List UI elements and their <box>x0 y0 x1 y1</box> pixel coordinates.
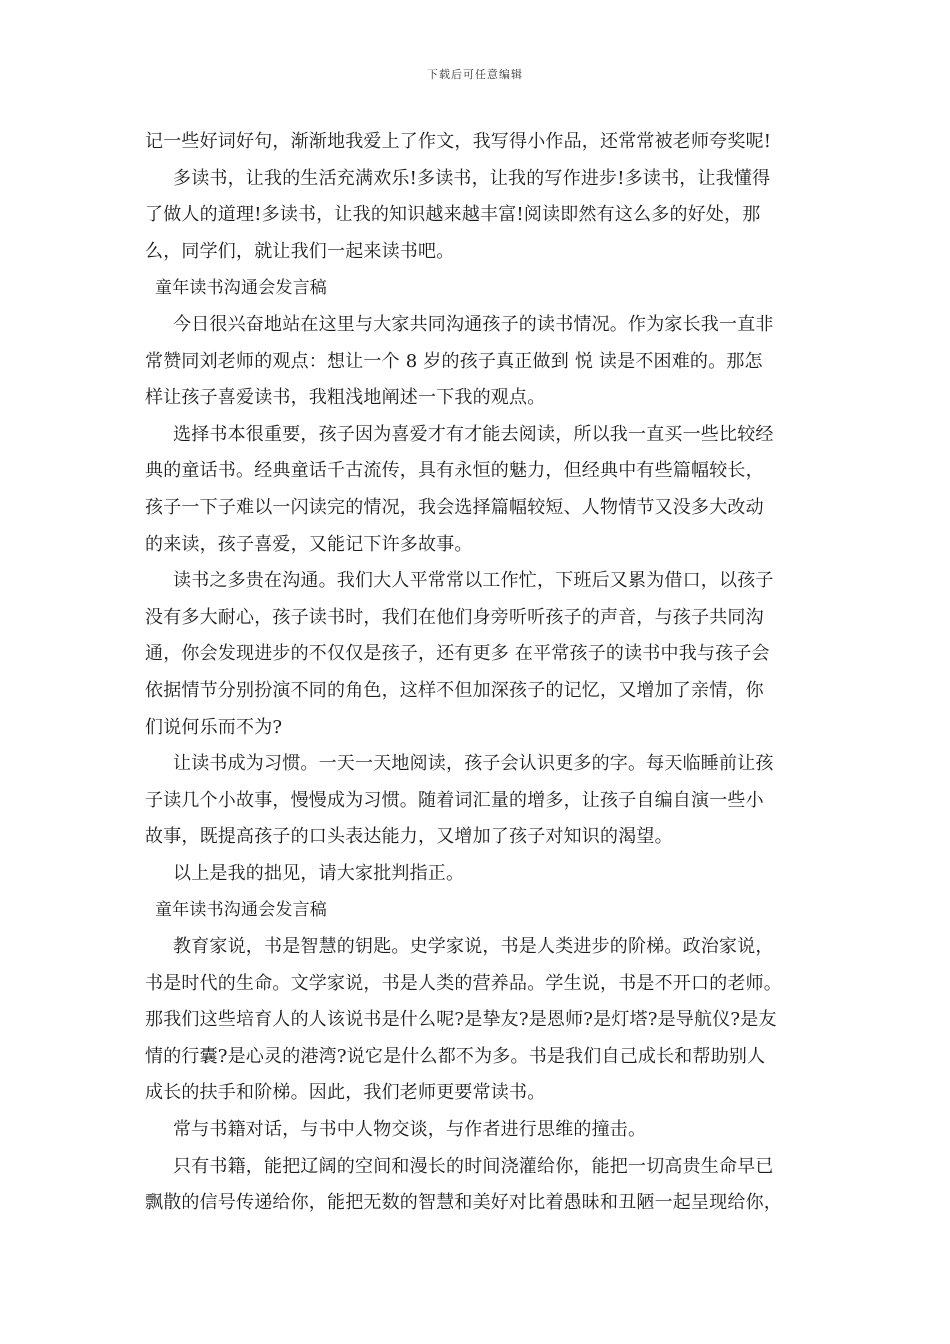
text-line: 那我们这些培育人的人该说书是什么呢?是挚友?是恩师?是灯塔?是导航仪?是友 <box>145 1009 777 1031</box>
text-line: 么，同学们，就让我们一起来读书吧。 <box>145 240 455 262</box>
page-header: 下载后可任意编辑 <box>427 68 523 81</box>
text-line: 孩子一下子难以一闪读完的情况，我会选择篇幅较短、人物情节又没多大改动 <box>145 496 764 518</box>
section-heading: 童年读书沟通会发言稿 <box>155 278 327 299</box>
text-line: 以上是我的拙见，请大家批判指正。 <box>173 862 465 884</box>
text-line: 故事，既提高孩子的口头表达能力，又增加了孩子对知识的渴望。 <box>145 826 673 848</box>
text-line: 子读几个小故事，慢慢成为习惯。随着词汇量的增多，让孩子自编自演一些小 <box>145 789 764 811</box>
text-line: 今日很兴奋地站在这里与大家共同沟通孩子的读书情况。作为家长我一直非 <box>173 313 774 335</box>
document-body <box>145 124 815 1222</box>
text-line: 多读书，让我的生活充满欢乐!多读书，让我的写作进步!多读书，让我懂得 <box>173 167 771 189</box>
text-line: 让读书成为习惯。一天一天地阅读，孩子会认识更多的字。每天临睡前让孩 <box>173 753 774 775</box>
text-line: 典的童话书。经典童话千古流传，具有永恒的魅力，但经典中有些篇幅较长， <box>145 460 764 482</box>
text-line: 样让孩子喜爱读书，我粗浅地阐述一下我的观点。 <box>145 387 546 409</box>
text-line: 们说何乐而不为? <box>145 716 283 738</box>
text-line: 情的行囊?是心灵的港湾?说它是什么都不为多。书是我们自己成长和帮助别人 <box>145 1045 766 1067</box>
text-line: 只有书籍，能把辽阔的空间和漫长的时间浇灌给你，能把一切高贵生命早已 <box>173 1155 774 1177</box>
text-line: 飘散的信号传递给你，能把无数的智慧和美好对比着愚昧和丑陋一起呈现给你， <box>145 1192 782 1214</box>
text-line: 书是时代的生命。文学家说，书是人类的营养品。学生说，书是不开口的老师。 <box>145 972 782 994</box>
text-line: 的来读，孩子喜爱，又能记下许多故事。 <box>145 533 473 555</box>
section-heading: 童年读书沟通会发言稿 <box>155 900 327 921</box>
text-line: 常与书籍对话，与书中人物交谈，与作者进行思维的撞击。 <box>173 1119 647 1141</box>
text-line: 成长的扶手和阶梯。因此，我们老师更要常读书。 <box>145 1082 546 1104</box>
text-line: 读书之多贵在沟通。我们大人平常常以工作忙，下班后又累为借口，以孩子 <box>173 570 774 592</box>
text-line: 教育家说，书是智慧的钥匙。史学家说，书是人类进步的阶梯。政治家说， <box>173 936 774 958</box>
text-line: 了做人的道理!多读书，让我的知识越来越丰富!阅读即然有这么多的好处，那 <box>145 204 761 226</box>
text-line: 常赞同刘老师的观点：想让一个 8 岁的孩子真正做到 悦 读是不困难的。那怎 <box>145 350 763 372</box>
text-line: 没有多大耐心，孩子读书时，我们在他们身旁听听孩子的声音，与孩子共同沟 <box>145 606 764 628</box>
text-line: 记一些好词好句，渐渐地我爱上了作文，我写得小作品，还常常被老师夸奖呢! <box>145 131 772 152</box>
text-line: 通，你会发现进步的不仅仅是孩子，还有更多 在平常孩子的读书中我与孩子会 <box>145 643 770 665</box>
text-line: 选择书本很重要，孩子因为喜爱才有才能去阅读，所以我一直买一些比较经 <box>173 423 774 445</box>
text-line: 依据情节分别扮演不同的角色，这样不但加深孩子的记忆，又增加了亲情，你 <box>145 679 764 701</box>
